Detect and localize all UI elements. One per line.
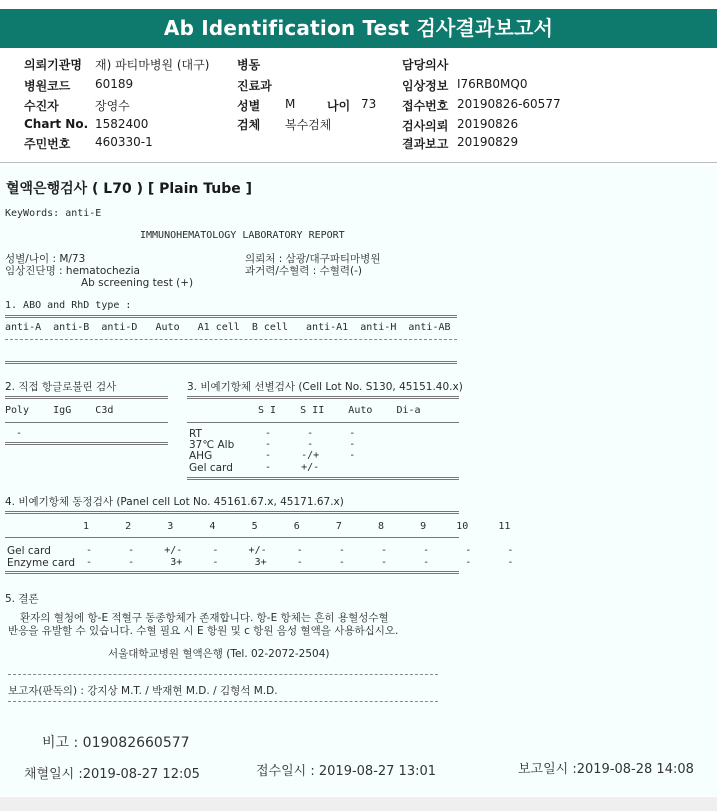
screen-row-label: Gel card: [189, 462, 233, 474]
panel-row-label: Enzyme card: [7, 557, 76, 569]
abo-rule-top: [5, 315, 457, 318]
collected-time: 채혈일시 :2019-08-27 12:05: [24, 767, 200, 782]
requesting-org-label: 의뢰기관명: [24, 58, 82, 72]
id-no: 460330-1: [95, 135, 153, 149]
panel-rule-mid: [5, 537, 459, 538]
reported-time: 보고일시 :2019-08-28 14:08: [518, 762, 694, 777]
conclusion-title: 5. 결론: [5, 593, 39, 605]
panel-rule-top: [5, 511, 459, 514]
dat-section-title: 2. 직접 항글로불린 검사: [5, 381, 117, 393]
specimen-label: 검체: [237, 118, 261, 132]
history-line: 과거력/수혈력 : 수혈력(-): [245, 265, 363, 277]
panel-row-label: Gel card: [7, 545, 51, 557]
dat-column-headers: Poly IgG C3d: [5, 405, 114, 416]
report-title-banner: Ab Identification Test 검사결과보고서: [0, 9, 717, 48]
requester-line: 의뢰처 : 삼광/대구파티마병원: [245, 253, 381, 265]
screen-section-title: 3. 비예기항체 선별검사 (Cell Lot No. S130, 45151.40.x): [187, 381, 463, 393]
screen-row-label: 37℃ Alb: [189, 439, 235, 451]
clinical-label: 임상정보: [402, 79, 449, 93]
screen-row-values: - - -: [265, 428, 356, 439]
screen-row-label: AHG: [189, 450, 213, 462]
dat-rule-bottom: [5, 442, 168, 445]
received-time: 접수일시 : 2019-08-27 13:01: [256, 764, 437, 779]
report-section-title: 혈액은행검사 ( L70 ) [ Plain Tube ]: [6, 181, 253, 197]
screen-rule-top: [187, 396, 459, 399]
age-label: 나이: [327, 99, 351, 113]
request-date-label: 검사의뢰: [402, 119, 449, 133]
bottom-bar: [0, 797, 717, 811]
screen-row-label: RT: [189, 428, 202, 440]
patient-name: 장영수: [95, 99, 130, 113]
chart-no: 1582400: [95, 117, 149, 131]
panel-row-values: - - +/- - +/- - - - - - -: [86, 545, 514, 556]
panel-section-title: 4. 비예기항체 동정검사 (Panel cell Lot No. 45161.67.x, 45171.67.x): [5, 496, 344, 508]
age-value: 73: [361, 97, 377, 111]
chart-label: Chart No.: [24, 117, 89, 131]
doctor-label: 담당의사: [402, 58, 449, 72]
ward-label: 병동: [237, 58, 261, 72]
dat-value: -: [10, 428, 23, 439]
abo-section-title: 1. ABO and RhD type :: [5, 300, 132, 311]
panel-rule-bottom: [5, 571, 459, 574]
hospital-code-label: 병원코드: [24, 79, 71, 93]
lab-name: 서울대학교병원 혈액은행 (Tel. 02-2072-2504): [108, 648, 330, 660]
id-label: 주민번호: [24, 137, 71, 151]
requesting-org: 재) 파티마병원 (대구): [95, 58, 210, 72]
reporter-rule-top: [8, 674, 438, 675]
specimen-value: 복수검체: [285, 118, 332, 132]
receipt-label: 접수번호: [402, 99, 449, 113]
reporter-rule-bottom: [8, 701, 438, 702]
conclusion-line-1: 환자의 혈청에 항-E 적혈구 동종항체가 존재합니다. 항-E 항체는 흔히 용혈성수혈: [20, 612, 389, 624]
screen-row-values: - +/-: [265, 462, 320, 473]
screen-row-values: - - -: [265, 439, 356, 450]
dept-label: 진료과: [237, 79, 272, 93]
remark: 비고 : 019082660577: [42, 735, 190, 751]
dat-rule-mid: [5, 422, 168, 423]
header-divider: [0, 162, 717, 163]
screen-rule-mid: [187, 422, 459, 423]
panel-column-headers: 1 2 3 4 5 6 7 8 9 10 11: [83, 521, 511, 532]
abo-rule-mid: [5, 339, 457, 340]
patient-label: 수진자: [24, 99, 59, 113]
sex-age-line: 성별/나이 : M/73: [5, 253, 86, 265]
receipt-no: 20190826-60577: [457, 97, 561, 111]
screen-row-values: - -/+ -: [265, 450, 356, 461]
report-date-label: 결과보고: [402, 137, 449, 151]
sex-value: M: [285, 97, 296, 111]
conclusion-line-2: 반응을 유발할 수 있습니다. 수혈 필요 시 E 항원 및 c 항원 음성 혈액을 사용하십시오.: [8, 625, 399, 637]
panel-row-values: - - 3+ - 3+ - - - - - -: [86, 557, 514, 568]
reporters: 보고자(판독의) : 강지상 M.T. / 박재현 M.D. / 김형석 M.D.: [8, 685, 278, 697]
lab-report-title: IMMUNOHEMATOLOGY LABORATORY REPORT: [140, 230, 345, 241]
diagnosis-line: 임상진단명 : hematochezia: [5, 265, 140, 277]
screening-line: Ab screening test (+): [81, 277, 194, 289]
screen-rule-bottom: [187, 477, 459, 480]
dat-rule-top: [5, 396, 168, 399]
clinical-value: I76RB0MQ0: [457, 77, 528, 91]
abo-column-headers: anti-A anti-B anti-D Auto A1 cell B cell anti-A1 anti-H anti-AB: [5, 322, 451, 333]
abo-rule-bottom: [5, 361, 457, 364]
request-date: 20190826: [457, 117, 519, 131]
keywords: KeyWords: anti-E: [5, 208, 102, 219]
sex-label: 성별: [237, 99, 261, 113]
report-date: 20190829: [457, 135, 519, 149]
hospital-code: 60189: [95, 77, 134, 91]
screen-column-headers: S I S II Auto Di-a: [258, 405, 421, 416]
